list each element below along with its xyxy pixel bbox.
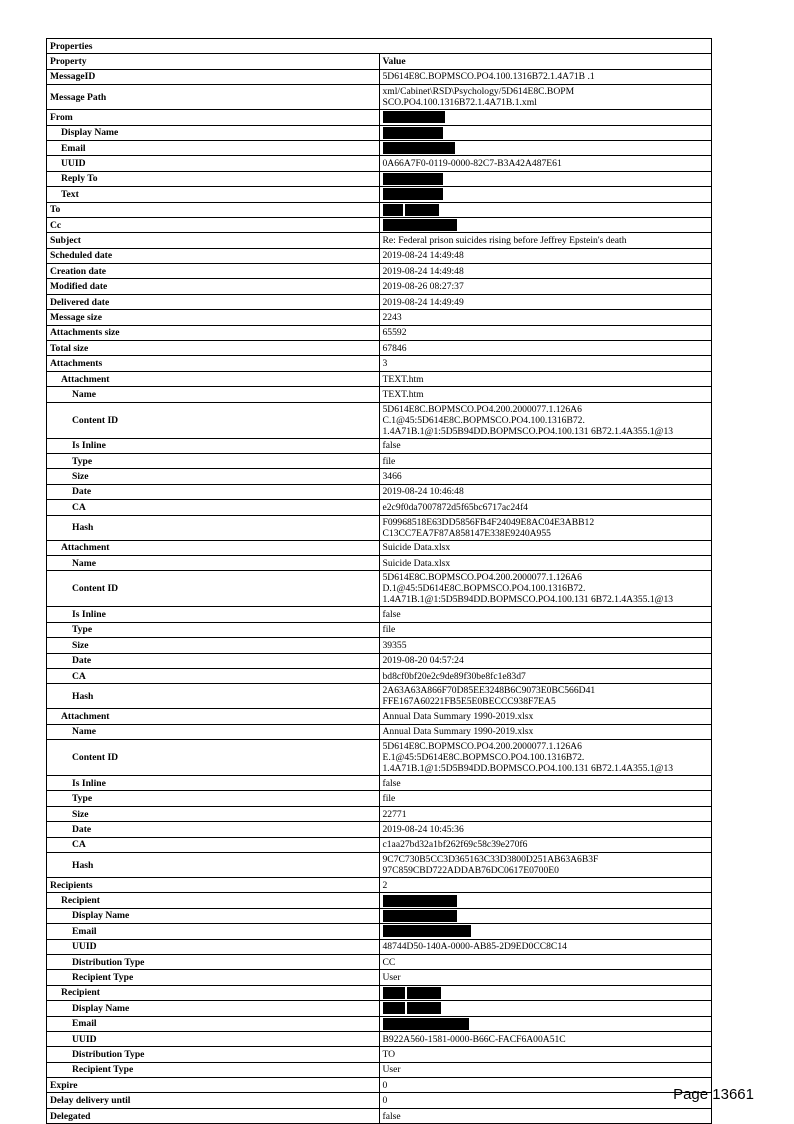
- value-content-id: 5D614E8C.BOPMSCO.PO4.200.2000077.1.126A6 E.1@45:5D614E8C.BOPMSCO.PO4.100.1316B72. 1.4A71B.1@1:5D5B94DD.BOPMSCO.PO4.100.131 6B72.1.4A355.1@13: [379, 740, 712, 776]
- value-size: 3466: [379, 469, 712, 484]
- table-row: [47, 740, 712, 776]
- property-display-name: Display Name: [47, 125, 380, 140]
- table-row: [47, 540, 712, 555]
- value-type: file: [379, 791, 712, 806]
- redaction-block: [383, 127, 443, 139]
- header-value: Value: [379, 54, 712, 69]
- redaction-block: [383, 895, 457, 907]
- property-attachment: Attachment: [47, 371, 380, 386]
- property-modified-date: Modified date: [47, 279, 380, 294]
- properties-table-body: [47, 39, 712, 1124]
- redacted-value: [379, 908, 712, 923]
- table-row: [47, 607, 712, 622]
- value-uuid: 48744D50-140A-0000-AB85-2D9ED0CC8C14: [379, 939, 712, 954]
- redacted-value: [379, 171, 712, 186]
- redacted-value: [379, 985, 712, 1000]
- table-row: [47, 939, 712, 954]
- redacted-value: [379, 125, 712, 140]
- redaction-block: [383, 219, 457, 231]
- property-date: Date: [47, 653, 380, 668]
- redaction-block: [383, 173, 443, 185]
- table-row: [47, 571, 712, 607]
- redacted-value: [379, 110, 712, 125]
- table-row: [47, 1001, 712, 1016]
- property-uuid: UUID: [47, 156, 380, 171]
- value-creation-date: 2019-08-24 14:49:48: [379, 264, 712, 279]
- title-row: [47, 39, 712, 54]
- value-delivered-date: 2019-08-24 14:49:49: [379, 294, 712, 309]
- header-row: [47, 54, 712, 69]
- property-hash: Hash: [47, 684, 380, 709]
- redaction-block: [405, 204, 439, 216]
- table-row: [47, 806, 712, 821]
- property-text: Text: [47, 187, 380, 202]
- table-row: [47, 171, 712, 186]
- value-delegated: false: [379, 1108, 712, 1123]
- redaction-block: [407, 987, 441, 999]
- property-name: Name: [47, 724, 380, 739]
- table-row: [47, 202, 712, 217]
- table-row: [47, 668, 712, 683]
- redacted-value: [379, 893, 712, 908]
- table-row: [47, 187, 712, 202]
- property-date: Date: [47, 822, 380, 837]
- value-total-size: 67846: [379, 341, 712, 356]
- property-name: Name: [47, 555, 380, 570]
- property-recipients: Recipients: [47, 878, 380, 893]
- header-property: Property: [47, 54, 380, 69]
- table-row: [47, 484, 712, 499]
- table-row: [47, 156, 712, 171]
- table-row: [47, 908, 712, 923]
- value-name: Annual Data Summary 1990-2019.xlsx: [379, 724, 712, 739]
- table-row: [47, 709, 712, 724]
- value-name: TEXT.htm: [379, 387, 712, 402]
- property-size: Size: [47, 638, 380, 653]
- property-delay-delivery-until: Delay delivery until: [47, 1093, 380, 1108]
- table-row: [47, 970, 712, 985]
- table-row: [47, 791, 712, 806]
- table-row: [47, 356, 712, 371]
- value-date: 2019-08-20 04:57:24: [379, 653, 712, 668]
- table-row: [47, 1093, 712, 1108]
- table-row: [47, 724, 712, 739]
- value-hash: F09968518E63DD5856FB4F24049E8AC04E3ABB12 C13CC7EA7F87A858147E338E9240A955: [379, 515, 712, 540]
- table-row: [47, 853, 712, 878]
- property-ca: CA: [47, 837, 380, 852]
- table-row: [47, 837, 712, 852]
- table-row: [47, 776, 712, 791]
- redacted-value: [379, 1001, 712, 1016]
- value-ca: e2c9f0da7007872d5f65bc6717ac24f4: [379, 500, 712, 515]
- property-scheduled-date: Scheduled date: [47, 248, 380, 263]
- property-display-name: Display Name: [47, 908, 380, 923]
- table-row: [47, 653, 712, 668]
- table-row: [47, 954, 712, 969]
- property-uuid: UUID: [47, 939, 380, 954]
- property-to: To: [47, 202, 380, 217]
- value-is-inline: false: [379, 776, 712, 791]
- table-row: [47, 310, 712, 325]
- table-row: [47, 438, 712, 453]
- property-messageid: MessageID: [47, 69, 380, 84]
- redacted-value: [379, 202, 712, 217]
- table-row: [47, 371, 712, 386]
- properties-sheet: [46, 38, 712, 1124]
- property-total-size: Total size: [47, 341, 380, 356]
- table-row: [47, 69, 712, 84]
- redaction-block: [383, 987, 405, 999]
- property-delivered-date: Delivered date: [47, 294, 380, 309]
- value-expire: 0: [379, 1078, 712, 1093]
- value-messageid: 5D614E8C.BOPMSCO.PO4.100.1316B72.1.4A71B .1: [379, 69, 712, 84]
- table-row: [47, 294, 712, 309]
- value-recipient-type: User: [379, 1062, 712, 1077]
- property-attachments-size: Attachments size: [47, 325, 380, 340]
- table-row: [47, 985, 712, 1000]
- value-attachment: Annual Data Summary 1990-2019.xlsx: [379, 709, 712, 724]
- value-date: 2019-08-24 10:45:36: [379, 822, 712, 837]
- value-is-inline: false: [379, 607, 712, 622]
- value-attachment: TEXT.htm: [379, 371, 712, 386]
- value-content-id: 5D614E8C.BOPMSCO.PO4.200.2000077.1.126A6 D.1@45:5D614E8C.BOPMSCO.PO4.100.1316B72. 1.4A71B.1@1:5D5B94DD.BOPMSCO.PO4.100.131 6B72.1.4A355.1@13: [379, 571, 712, 607]
- property-email: Email: [47, 924, 380, 939]
- table-row: [47, 325, 712, 340]
- value-date: 2019-08-24 10:46:48: [379, 484, 712, 499]
- property-recipient-type: Recipient Type: [47, 1062, 380, 1077]
- value-distribution-type: CC: [379, 954, 712, 969]
- property-is-inline: Is Inline: [47, 776, 380, 791]
- redaction-block: [383, 204, 403, 216]
- redacted-value: [379, 187, 712, 202]
- value-uuid: B922A560-1581-0000-B66C-FACF6A00A51C: [379, 1031, 712, 1046]
- property-distribution-type: Distribution Type: [47, 954, 380, 969]
- redaction-block: [383, 910, 457, 922]
- table-row: [47, 110, 712, 125]
- redaction-block: [383, 188, 443, 200]
- value-recipient-type: User: [379, 970, 712, 985]
- table-row: [47, 1047, 712, 1062]
- table-row: [47, 264, 712, 279]
- property-date: Date: [47, 484, 380, 499]
- table-row: [47, 140, 712, 155]
- property-attachment: Attachment: [47, 709, 380, 724]
- value-attachment: Suicide Data.xlsx: [379, 540, 712, 555]
- property-type: Type: [47, 791, 380, 806]
- value-hash: 2A63A63A866F70D85EE3248B6C9073E0BC566D41 FFE167A60221FB5E5E0BECCC938F7EA5: [379, 684, 712, 709]
- table-row: [47, 622, 712, 637]
- value-message-path: xml/Cabinet\RSD\Psychology/5D614E8C.BOPM SCO.PO4.100.1316B72.1.4A71B.1.xml: [379, 85, 712, 110]
- table-row: [47, 1031, 712, 1046]
- value-is-inline: false: [379, 438, 712, 453]
- property-uuid: UUID: [47, 1031, 380, 1046]
- table-row: [47, 684, 712, 709]
- redaction-block: [383, 1002, 405, 1014]
- table-row: [47, 1016, 712, 1031]
- property-recipient-type: Recipient Type: [47, 970, 380, 985]
- table-row: [47, 500, 712, 515]
- value-content-id: 5D614E8C.BOPMSCO.PO4.200.2000077.1.126A6 C.1@45:5D614E8C.BOPMSCO.PO4.100.1316B72. 1.4A71B.1@1:5D5B94DD.BOPMSCO.PO4.100.131 6B72.1.4A355.1@13: [379, 402, 712, 438]
- property-attachment: Attachment: [47, 540, 380, 555]
- property-size: Size: [47, 806, 380, 821]
- property-email: Email: [47, 1016, 380, 1031]
- property-email: Email: [47, 140, 380, 155]
- property-from: From: [47, 110, 380, 125]
- property-is-inline: Is Inline: [47, 607, 380, 622]
- table-row: [47, 387, 712, 402]
- property-name: Name: [47, 387, 380, 402]
- property-delegated: Delegated: [47, 1108, 380, 1123]
- property-content-id: Content ID: [47, 571, 380, 607]
- table-title: Properties: [47, 39, 712, 54]
- value-size: 39355: [379, 638, 712, 653]
- property-type: Type: [47, 622, 380, 637]
- property-distribution-type: Distribution Type: [47, 1047, 380, 1062]
- value-uuid: 0A66A7F0-0119-0000-82C7-B3A42A487E61: [379, 156, 712, 171]
- table-row: [47, 924, 712, 939]
- property-creation-date: Creation date: [47, 264, 380, 279]
- properties-table: [46, 38, 712, 1124]
- table-row: [47, 233, 712, 248]
- property-size: Size: [47, 469, 380, 484]
- redacted-value: [379, 924, 712, 939]
- redaction-block: [383, 111, 445, 123]
- redacted-value: [379, 217, 712, 232]
- value-size: 22771: [379, 806, 712, 821]
- table-row: [47, 85, 712, 110]
- table-row: [47, 402, 712, 438]
- value-subject: Re: Federal prison suicides rising before Jeffrey Epstein's death: [379, 233, 712, 248]
- value-modified-date: 2019-08-26 08:27:37: [379, 279, 712, 294]
- table-row: [47, 469, 712, 484]
- table-row: [47, 822, 712, 837]
- value-ca: c1aa27bd32a1bf262f69c58c39e270f6: [379, 837, 712, 852]
- property-content-id: Content ID: [47, 402, 380, 438]
- value-type: file: [379, 622, 712, 637]
- redacted-value: [379, 140, 712, 155]
- property-cc: Cc: [47, 217, 380, 232]
- value-ca: bd8cf0bf20e2c9de89f30be8fc1e83d7: [379, 668, 712, 683]
- value-attachments-size: 65592: [379, 325, 712, 340]
- table-row: [47, 878, 712, 893]
- property-recipient: Recipient: [47, 985, 380, 1000]
- table-row: [47, 453, 712, 468]
- table-row: [47, 1108, 712, 1123]
- table-row: [47, 893, 712, 908]
- property-display-name: Display Name: [47, 1001, 380, 1016]
- value-message-size: 2243: [379, 310, 712, 325]
- property-message-path: Message Path: [47, 85, 380, 110]
- redaction-block: [383, 142, 455, 154]
- property-ca: CA: [47, 668, 380, 683]
- property-type: Type: [47, 453, 380, 468]
- value-name: Suicide Data.xlsx: [379, 555, 712, 570]
- value-type: file: [379, 453, 712, 468]
- redaction-block: [407, 1002, 441, 1014]
- property-message-size: Message size: [47, 310, 380, 325]
- table-row: [47, 638, 712, 653]
- property-attachments: Attachments: [47, 356, 380, 371]
- property-reply-to: Reply To: [47, 171, 380, 186]
- page-number: Page 13661: [673, 1086, 754, 1103]
- value-distribution-type: TO: [379, 1047, 712, 1062]
- redacted-value: [379, 1016, 712, 1031]
- property-ca: CA: [47, 500, 380, 515]
- table-row: [47, 555, 712, 570]
- table-row: [47, 1062, 712, 1077]
- property-content-id: Content ID: [47, 740, 380, 776]
- redaction-block: [383, 1018, 469, 1030]
- table-row: [47, 217, 712, 232]
- property-recipient: Recipient: [47, 893, 380, 908]
- table-row: [47, 1078, 712, 1093]
- property-expire: Expire: [47, 1078, 380, 1093]
- value-attachments: 3: [379, 356, 712, 371]
- table-row: [47, 341, 712, 356]
- table-row: [47, 248, 712, 263]
- value-scheduled-date: 2019-08-24 14:49:48: [379, 248, 712, 263]
- value-recipients: 2: [379, 878, 712, 893]
- property-hash: Hash: [47, 853, 380, 878]
- value-delay-delivery-until: 0: [379, 1093, 712, 1108]
- property-subject: Subject: [47, 233, 380, 248]
- property-hash: Hash: [47, 515, 380, 540]
- property-is-inline: Is Inline: [47, 438, 380, 453]
- table-row: [47, 515, 712, 540]
- table-row: [47, 125, 712, 140]
- value-hash: 9C7C730B5CC3D365163C33D3800D251AB63A6B3F 97C859CBD722ADDAB76DC0617E0700E0: [379, 853, 712, 878]
- table-row: [47, 279, 712, 294]
- redaction-block: [383, 925, 471, 937]
